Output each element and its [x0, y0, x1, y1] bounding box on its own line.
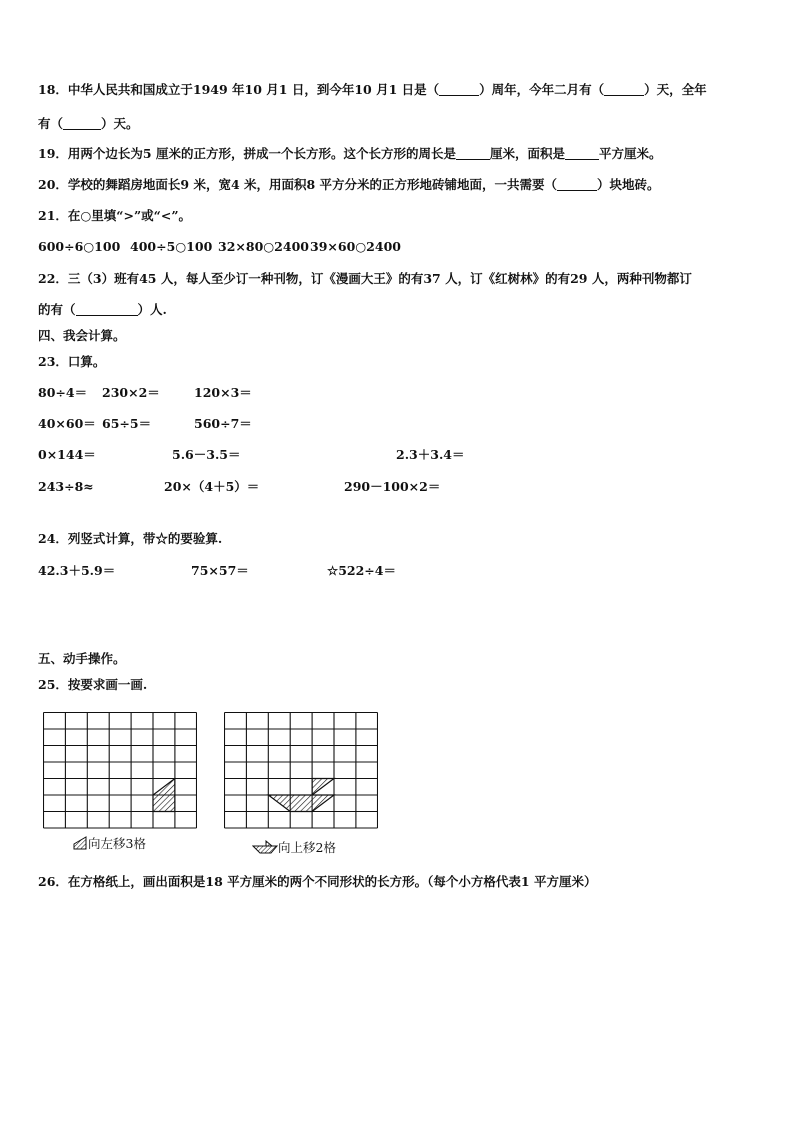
compare-item[interactable]: 39×60○2400	[310, 239, 401, 254]
answer-blank[interactable]	[63, 117, 101, 130]
answer-blank[interactable]	[565, 147, 599, 160]
grid-right[interactable]	[224, 712, 378, 829]
oral-calc-item[interactable]: 65÷5＝	[102, 416, 152, 431]
oral-calc-item[interactable]: 120×3＝	[194, 385, 252, 400]
section-4-heading: 四、我会计算。	[38, 328, 126, 343]
question-22-line1: 22．三（3）班有45 人，每人至少订一种刊物，订《漫画大王》的有37 人，订《红树林》的有29 人，两种刊物都订	[38, 271, 692, 286]
oral-calc-item[interactable]: 20×（4＋5）＝	[164, 479, 260, 494]
question-21-title: 21．在○里填“>”或“<”。	[38, 208, 192, 223]
oral-calc-item[interactable]: 290－100×2＝	[344, 479, 441, 494]
oral-calc-row	[38, 479, 440, 495]
question-21-items	[38, 239, 400, 255]
oral-calc-item[interactable]: 80÷4＝	[38, 385, 88, 400]
compare-item[interactable]: 600÷6○100	[38, 239, 121, 254]
question-25-title: 25．按要求画一画.	[38, 677, 148, 692]
boat-shape	[268, 779, 334, 812]
vertical-calc-item[interactable]: 42.3＋5.9＝	[38, 563, 116, 578]
question-19: 19．用两个边长为5 厘米的正方形，拼成一个长方形。这个长方形的周长是 厘米，面积是 平方厘米。	[38, 146, 662, 161]
flag-shape	[153, 779, 175, 812]
question-24-title: 24．列竖式计算，带☆的要验算.	[38, 531, 223, 546]
section-5-heading: 五、动手操作。	[38, 651, 126, 666]
oral-calc-row	[38, 385, 252, 401]
grid-left[interactable]	[43, 712, 197, 829]
answer-blank[interactable]	[557, 178, 597, 191]
question-26: 26．在方格纸上，画出面积是18 平方厘米的两个不同形状的长方形。（每个小方格代表1 平方厘米）	[38, 874, 597, 889]
vertical-calc-item[interactable]: 75×57＝	[191, 563, 249, 578]
question-18-line2: 有（ ）天。	[38, 116, 139, 131]
flag-icon	[72, 836, 88, 850]
oral-calc-row	[38, 447, 465, 463]
answer-blank[interactable]	[439, 83, 479, 96]
boat-icon	[252, 840, 278, 854]
question-23-title: 23．口算。	[38, 354, 106, 369]
answer-blank[interactable]	[76, 303, 138, 316]
question-18-line1: 18．中华人民共和国成立于1949 年10 月1 日，到今年10 月1 日是（ ）周年，今年二月有（ ）天，全年	[38, 82, 707, 97]
answer-blank[interactable]	[604, 83, 644, 96]
answer-blank[interactable]	[456, 147, 490, 160]
vertical-calc-row	[38, 563, 396, 579]
compare-item[interactable]: 400÷5○100	[130, 239, 213, 254]
caption-right: 向上移2格	[252, 840, 336, 856]
oral-calc-row	[38, 416, 252, 432]
vertical-calc-item[interactable]: ☆522÷4＝	[327, 563, 396, 578]
oral-calc-item[interactable]: 0×144＝	[38, 447, 96, 462]
oral-calc-item[interactable]: 243÷8≈	[38, 479, 94, 494]
compare-item[interactable]: 32×80○2400	[218, 239, 309, 254]
oral-calc-item[interactable]: 5.6－3.5＝	[172, 447, 241, 462]
question-20: 20．学校的舞蹈房地面长9 米，宽4 米，用面积8 平方分米的正方形地砖铺地面，一共需要（ ）块地砖。	[38, 177, 660, 192]
caption-left: 向左移3格	[72, 836, 146, 852]
oral-calc-item[interactable]: 2.3＋3.4＝	[396, 447, 465, 462]
oral-calc-item[interactable]: 230×2＝	[102, 385, 160, 400]
oral-calc-item[interactable]: 560÷7＝	[194, 416, 252, 431]
question-22-line2: 的有（ ）人.	[38, 302, 167, 317]
oral-calc-item[interactable]: 40×60＝	[38, 416, 96, 431]
